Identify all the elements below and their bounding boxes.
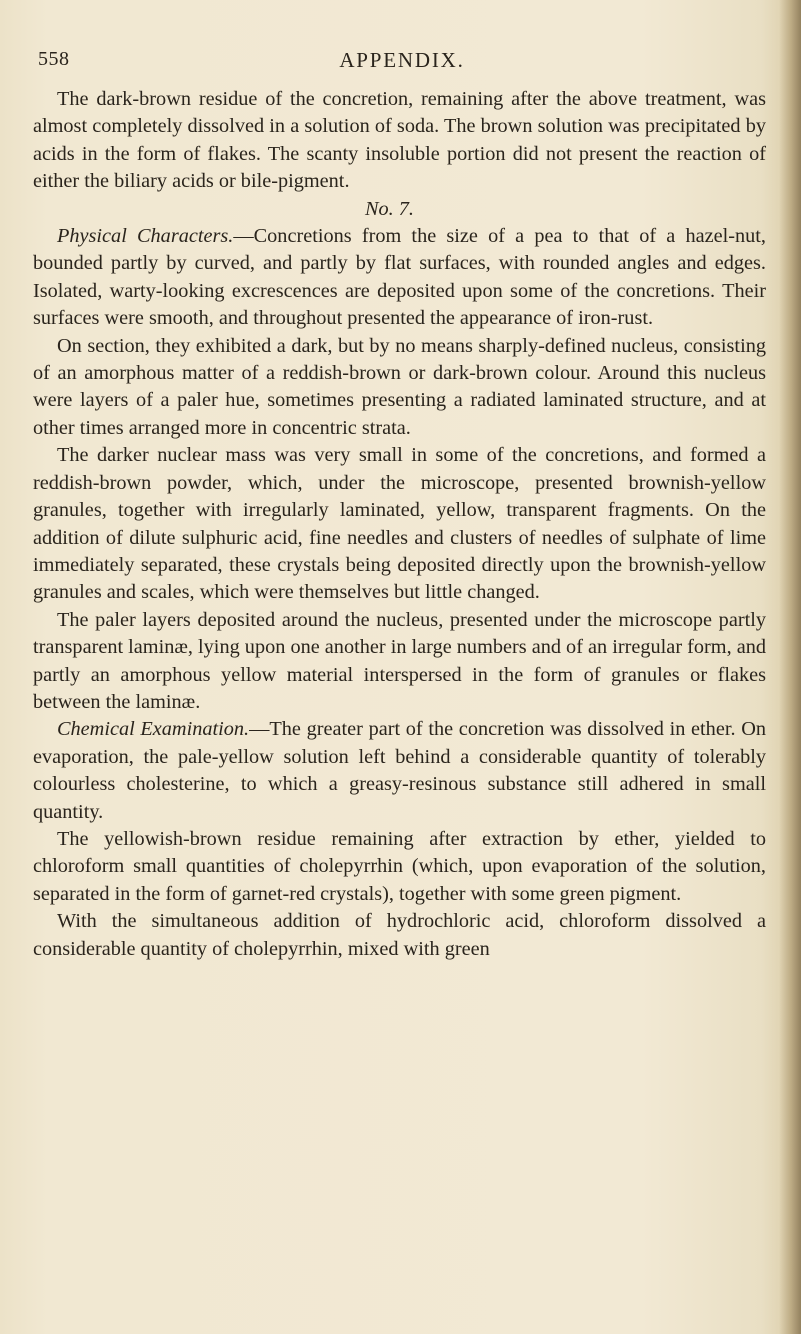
chemical-examination-heading: Chemical Examination. [57, 718, 250, 741]
running-head: APPENDIX. [339, 48, 465, 72]
paragraph-yellowish-brown-residue: The yellowish-brown residue remaining after extraction by ether, yielded to chloroform small quantities of cholepyrrhin (which, upon evaporation of the solution, separated in the form of garnet-red crystals), together with some green pigment. [33, 827, 766, 905]
paragraph-physical-characters [33, 223, 766, 333]
paragraph-section-nucleus: On section, they exhibited a dark, but by no means sharply-defined nucleus, consisting of an amorphous matter of a reddish-brown or dark-brown colour. Around this nucleus were layers of a paler hue, sometimes presenting a radiated laminated structure, and at other times arranged more in concentric strata. [33, 334, 766, 439]
section-number [33, 196, 766, 223]
physical-characters-heading: Physical Characters. [57, 225, 234, 248]
chemical-examination-text: —The greater part of the concretion was dissolved in ether. On evaporation, the pale-yellow solution left behind a considerable quantity of tolerably colourless cholesterine, to which a greasy-resinous substance still adhered in small quantity. [33, 718, 766, 823]
page-number: 558 [38, 48, 70, 70]
physical-characters-text: —Concretions from the size of a pea to that of a hazel-nut, bounded partly by curved, and partly by flat surfaces, with rounded angles and edges. Isolated, warty-looking excrescences are deposited upon some of the concretions. Their surfaces were smooth, and throughout presented the appearance of iron-rust. [33, 225, 766, 330]
page-edge-shadow [779, 0, 801, 1334]
paragraph-nuclear-mass: The darker nuclear mass was very small in some of the concretions, and formed a reddish-brown powder, which, under the microscope, presented brownish-yellow granules, together with irregularly laminated, yellow, transparent fragments. On the addition of dilute sulphuric acid, fine needles and clusters of needles of sulphate of lime immediately separated, these crystals being deposited directly upon the brownish-yellow granules and scales, which were themselves but little changed. [33, 444, 766, 604]
body-text [33, 86, 766, 963]
page-header [38, 40, 766, 76]
paragraph-paler-layers: The paler layers deposited around the nucleus, presented under the microscope partly transparent laminæ, lying upon one another in large numbers and of an irregular form, and partly an amorphous yellow material interspersed in the form of granules or flakes between the laminæ. [33, 608, 766, 713]
section-number-label: No. 7. [364, 197, 415, 220]
paragraph-residue: The dark-brown residue of the concretion, remaining after the above treatment, was almost completely dissolved in a solution of soda. The brown solution was precipitated by acids in the form of flakes. The scanty insoluble portion did not present the reaction of either the biliary acids or bile-pigment. [33, 88, 766, 193]
paragraph-chemical-examination [33, 716, 766, 826]
paragraph-hydrochloric-acid: With the simultaneous addition of hydrochloric acid, chloroform dissolved a considerable quantity of cholepyrrhin, mixed with green [33, 910, 766, 960]
